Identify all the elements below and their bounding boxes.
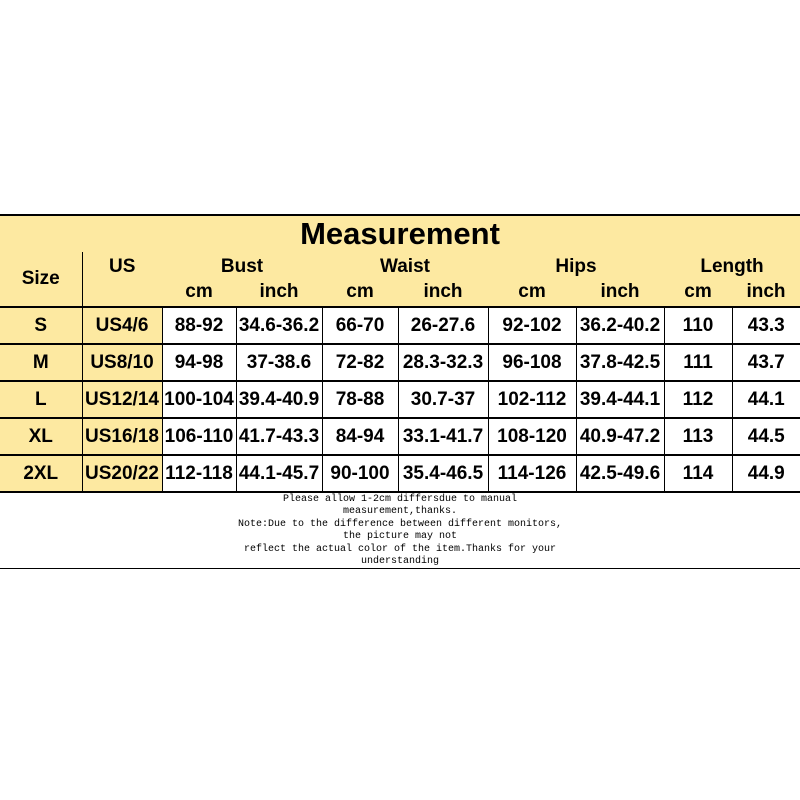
cell-waist-cm: 90-100: [322, 455, 398, 492]
cell-waist-inch: 35.4-46.5: [398, 455, 488, 492]
cell-waist-cm: 66-70: [322, 307, 398, 344]
header-hips-inch: inch: [576, 278, 664, 307]
cell-length-inch: 44.5: [732, 418, 800, 455]
header-bust-inch: inch: [236, 278, 322, 307]
cell-hips-inch: 39.4-44.1: [576, 381, 664, 418]
cell-waist-cm: 78-88: [322, 381, 398, 418]
cell-us: US8/10: [82, 344, 162, 381]
cell-size: L: [0, 381, 82, 418]
cell-waist-inch: 26-27.6: [398, 307, 488, 344]
note-line: understanding: [361, 556, 440, 568]
header-length-inch: inch: [732, 278, 800, 307]
header-length-cm: cm: [664, 278, 732, 307]
measurement-note: [0, 492, 800, 569]
table-row: [0, 381, 800, 418]
note-line: Note:Due to the difference between different monitors,: [237, 518, 563, 530]
group-header-row: [0, 252, 800, 278]
cell-bust-inch: 34.6-36.2: [236, 307, 322, 344]
note-line: measurement,thanks.: [342, 506, 458, 518]
cell-us: US20/22: [82, 455, 162, 492]
header-bust-cm: cm: [162, 278, 236, 307]
header-size: Size: [0, 252, 82, 307]
header-waist-cm: cm: [322, 278, 398, 307]
note-line: the picture may not: [342, 531, 458, 543]
cell-hips-inch: 36.2-40.2: [576, 307, 664, 344]
cell-bust-inch: 44.1-45.7: [236, 455, 322, 492]
cell-waist-cm: 84-94: [322, 418, 398, 455]
header-waist: Waist: [322, 252, 488, 278]
note-line: reflect the actual color of the item.Thanks for your: [243, 543, 557, 555]
size-table: [0, 214, 800, 569]
cell-bust-cm: 100-104: [162, 381, 236, 418]
cell-length-inch: 44.9: [732, 455, 800, 492]
unit-header-row: [0, 278, 800, 307]
cell-bust-cm: 112-118: [162, 455, 236, 492]
cell-us: US16/18: [82, 418, 162, 455]
cell-length-cm: 114: [664, 455, 732, 492]
cell-length-cm: 113: [664, 418, 732, 455]
table-title: Measurement: [0, 215, 800, 252]
size-chart: [0, 214, 800, 568]
cell-size: XL: [0, 418, 82, 455]
cell-bust-inch: 37-38.6: [236, 344, 322, 381]
cell-hips-cm: 108-120: [488, 418, 576, 455]
cell-waist-inch: 33.1-41.7: [398, 418, 488, 455]
header-hips: Hips: [488, 252, 664, 278]
cell-size: S: [0, 307, 82, 344]
cell-waist-inch: 30.7-37: [398, 381, 488, 418]
cell-waist-inch: 28.3-32.3: [398, 344, 488, 381]
cell-size: 2XL: [0, 455, 82, 492]
table-row: [0, 455, 800, 492]
header-bust: Bust: [162, 252, 322, 278]
cell-size: M: [0, 344, 82, 381]
note-row: [0, 492, 800, 569]
cell-bust-cm: 94-98: [162, 344, 236, 381]
cell-length-cm: 112: [664, 381, 732, 418]
cell-hips-cm: 92-102: [488, 307, 576, 344]
header-waist-inch: inch: [398, 278, 488, 307]
cell-bust-cm: 106-110: [162, 418, 236, 455]
cell-bust-inch: 39.4-40.9: [236, 381, 322, 418]
cell-hips-cm: 96-108: [488, 344, 576, 381]
cell-hips-inch: 40.9-47.2: [576, 418, 664, 455]
cell-hips-inch: 42.5-49.6: [576, 455, 664, 492]
title-row: [0, 215, 800, 252]
header-us-unit-blank: [82, 278, 162, 307]
header-length: Length: [664, 252, 800, 278]
cell-length-cm: 111: [664, 344, 732, 381]
cell-length-inch: 43.7: [732, 344, 800, 381]
cell-bust-cm: 88-92: [162, 307, 236, 344]
cell-length-inch: 43.3: [732, 307, 800, 344]
cell-hips-inch: 37.8-42.5: [576, 344, 664, 381]
table-row: [0, 344, 800, 381]
cell-bust-inch: 41.7-43.3: [236, 418, 322, 455]
cell-us: US4/6: [82, 307, 162, 344]
cell-us: US12/14: [82, 381, 162, 418]
cell-waist-cm: 72-82: [322, 344, 398, 381]
cell-hips-cm: 114-126: [488, 455, 576, 492]
cell-length-cm: 110: [664, 307, 732, 344]
cell-length-inch: 44.1: [732, 381, 800, 418]
cell-hips-cm: 102-112: [488, 381, 576, 418]
note-line: Please allow 1-2cm differsdue to manual: [282, 494, 518, 505]
table-row: [0, 307, 800, 344]
header-us: US: [82, 252, 162, 278]
table-row: [0, 418, 800, 455]
header-hips-cm: cm: [488, 278, 576, 307]
